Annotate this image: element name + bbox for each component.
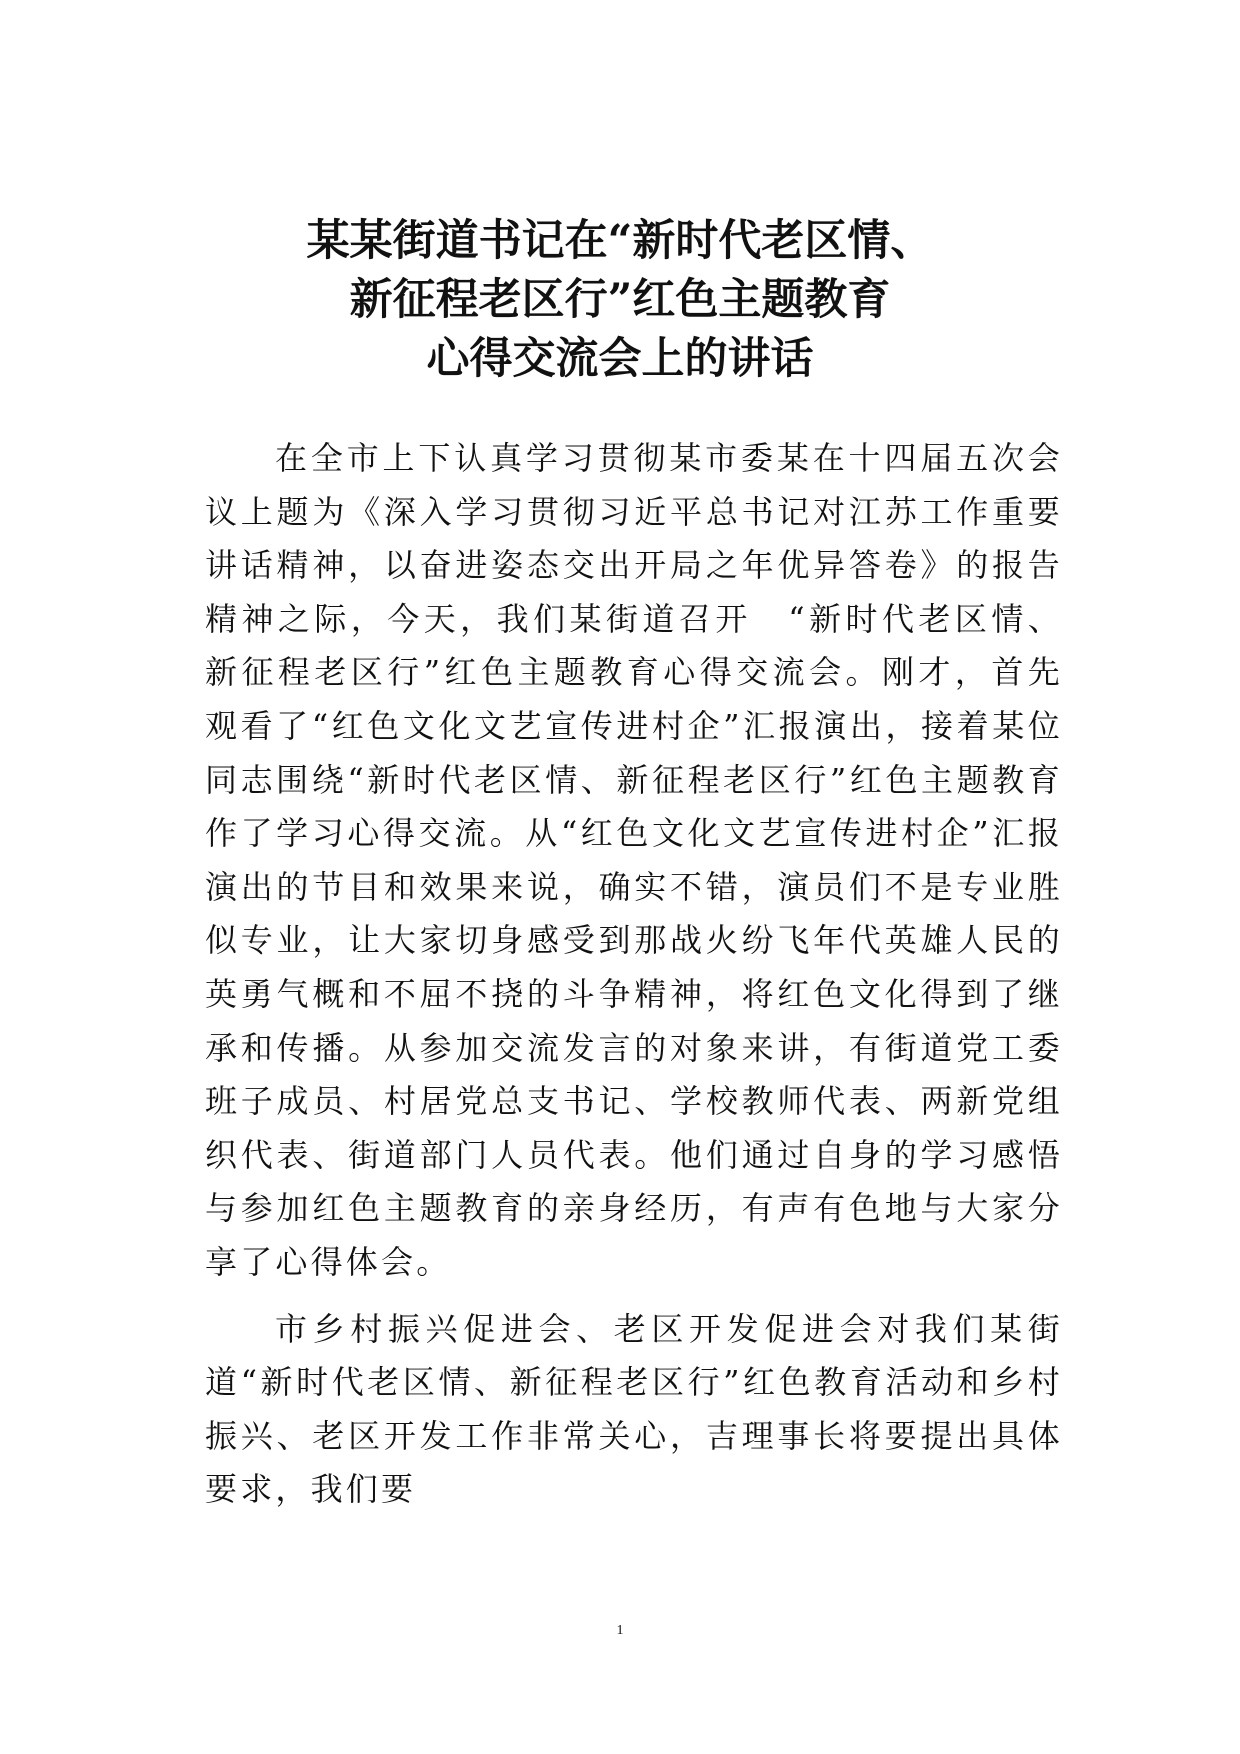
title-line: 某某街道书记在“新时代老区情、 [306, 216, 934, 266]
title-line: 新征程老区行”红色主题教育 [349, 275, 891, 325]
page-number: 1 [616, 1623, 624, 1638]
document-title [0, 212, 1240, 389]
document-body [205, 432, 1063, 1530]
body-paragraph: 市乡村振兴促进会、老区开发促进会对我们某街道“新时代老区情、新征程老区行”红色教育活动和乡村振兴、老区开发工作非常关心，吉理事长将要提出具体要求，我们要 [205, 1309, 1063, 1509]
body-paragraph: 在全市上下认真学习贯彻某市委某在十四届五次会议上题为《深入学习贯彻习近平总书记对江苏工作重要讲话精神，以奋进姿态交出开局之年优异答卷》的报告精神之际，今天，我们某街道召开 “新时代老区情、新征程老区行”红色主题教育心得交流会。刚才，首先观看了“红色文化文艺宣传进村企”汇报演出，接着某位同志围绕“新时代老区情、新征程老区行”红色主题教育作了学习心得交流。从“红色文化文艺宣传进村企”汇报演出的节目和效果来说，确实不错，演员们不是专业胜似专业，让大家切身感受到那战火纷飞年代英雄人民的英勇气概和不屈不挠的斗争精神，将红色文化得到了继承和传播。从参加交流发言的对象来讲，有街道党工委班子成员、村居党总支书记、学校教师代表、两新党组织代表、街道部门人员代表。他们通过自身的学习感悟与参加红色主题教育的亲身经历，有声有色地与大家分享了心得体会。 [205, 439, 1063, 1281]
title-line: 心得交流会上的讲话 [426, 334, 814, 384]
